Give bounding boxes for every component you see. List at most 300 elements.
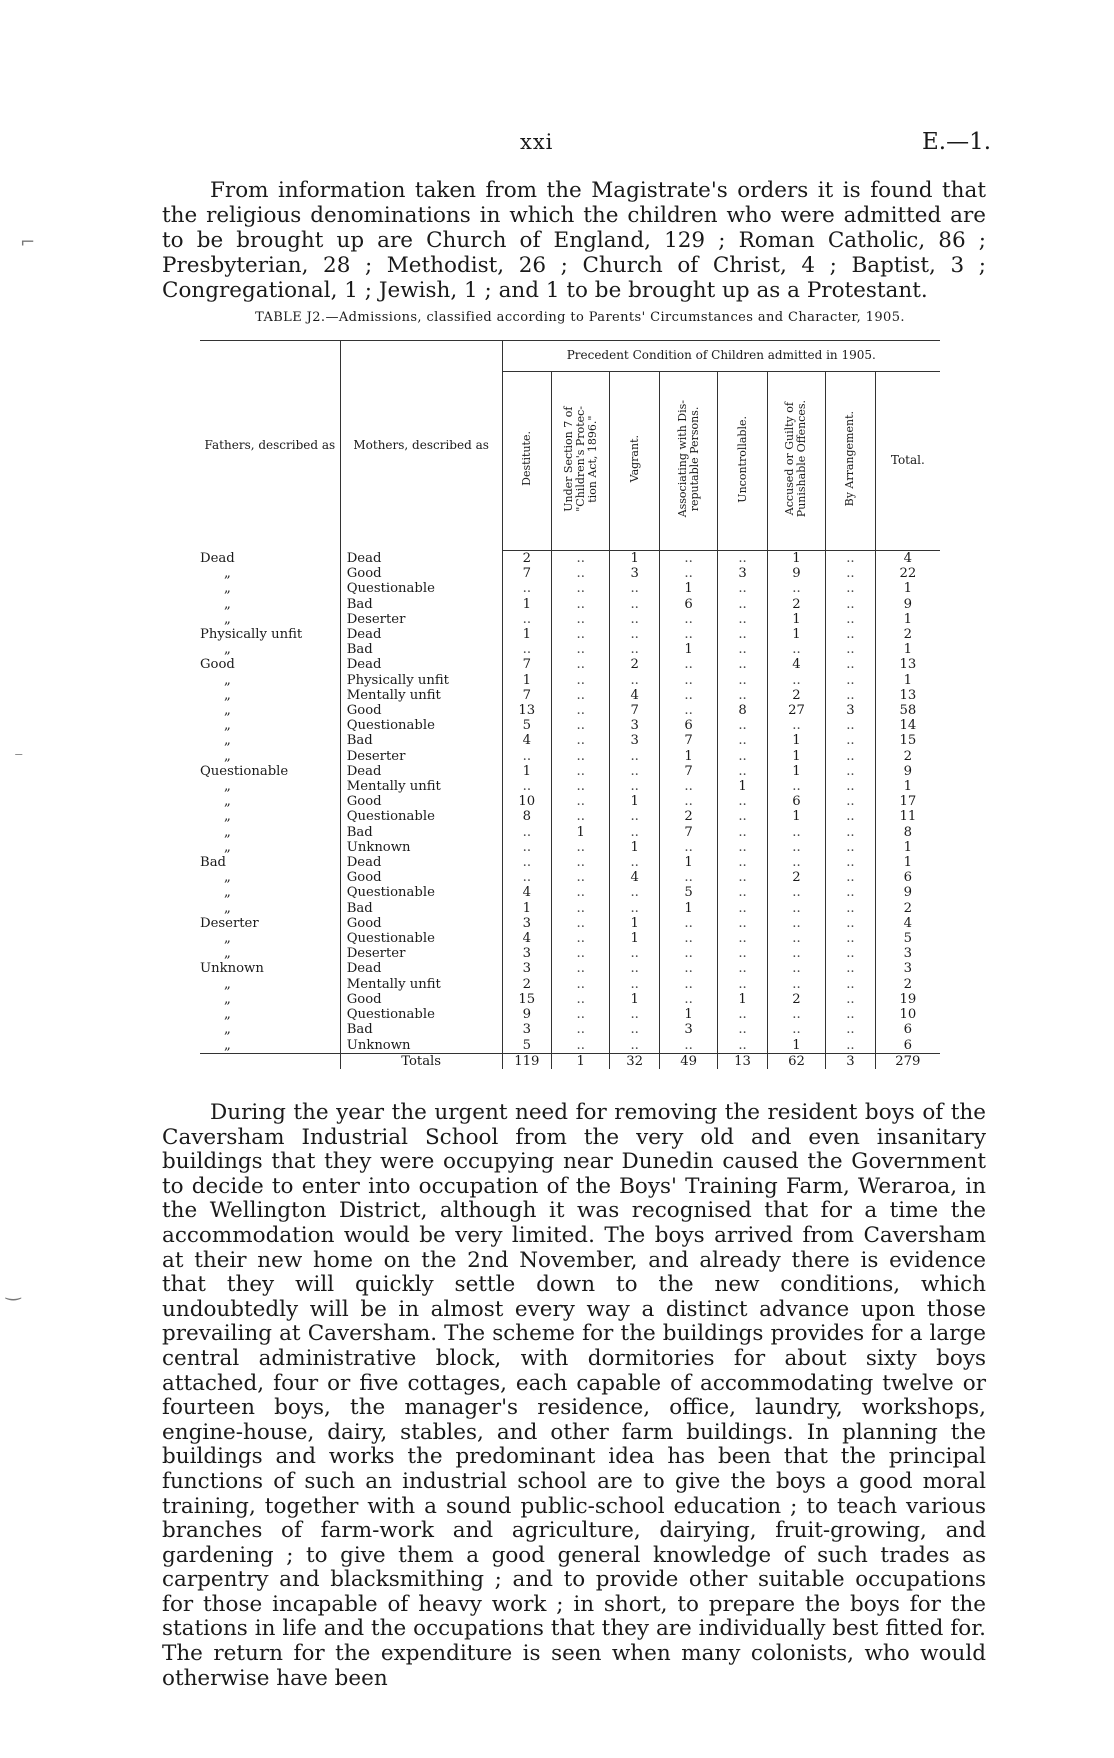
father-label: „ [224,839,231,855]
mother-label: Dead [346,763,382,779]
father-label: „ [224,748,231,764]
value-cell: .. [767,931,825,946]
value-cell: .. [552,566,610,581]
value-cell: .. [610,627,660,642]
father-cell [200,627,340,642]
value-cell: .. [659,688,717,703]
value-cell: .. [552,855,610,870]
margin-mark: ⁻ [14,748,24,769]
value-cell: 3 [718,566,768,581]
value-cell: .. [826,688,876,703]
table-row [200,688,940,703]
mother-label: Mentally unfit [346,687,441,703]
totals-spacer [200,1053,340,1069]
value-cell: .. [767,581,825,596]
value-cell: .. [718,749,768,764]
value-cell: .. [552,840,610,855]
value-cell: .. [767,961,825,976]
value-cell: .. [659,779,717,794]
row-total-cell: 5 [875,931,940,946]
value-cell: 4 [502,733,552,748]
row-total-cell: 19 [875,992,940,1007]
father-cell [200,885,340,900]
mother-label: Unknown [346,1037,411,1053]
value-cell: .. [718,961,768,976]
father-label: Deserter [200,915,259,931]
value-cell: .. [552,977,610,992]
father-label: „ [224,1007,231,1023]
table-row [200,703,940,718]
value-cell: .. [826,901,876,916]
mother-label: Bad [346,596,373,612]
father-label: „ [224,824,231,840]
value-cell: 1 [610,916,660,931]
father-cell [200,961,340,976]
row-total-cell: 4 [875,551,940,567]
total-value-cell: 3 [826,1053,876,1069]
table-row [200,597,940,612]
value-cell: .. [718,855,768,870]
table-row [200,840,940,855]
value-cell: .. [659,551,717,567]
col-header-condition [826,372,876,551]
value-cell: 1 [502,764,552,779]
value-cell: .. [718,718,768,733]
value-cell: 5 [502,1038,552,1054]
value-cell: .. [826,612,876,627]
mother-cell [340,733,502,748]
value-cell: 4 [767,657,825,672]
value-cell: 15 [502,992,552,1007]
value-cell: .. [826,855,876,870]
mother-cell [340,794,502,809]
col-header-condition-label: Uncontrollable. [735,415,749,503]
value-cell: .. [826,977,876,992]
father-label: „ [224,718,231,734]
father-cell [200,581,340,596]
col-header-condition [552,372,610,551]
mother-cell [340,885,502,900]
mother-cell [340,855,502,870]
value-cell: .. [502,870,552,885]
mother-label: Good [346,870,382,886]
col-group-header: Precedent Condition of Children admitted in 1905. [502,341,940,372]
table-row [200,794,940,809]
father-cell [200,901,340,916]
mother-cell [340,581,502,596]
value-cell: 1 [767,612,825,627]
row-total-cell: 1 [875,642,940,657]
father-cell [200,703,340,718]
father-label: „ [224,870,231,886]
col-header-fathers: Fathers, described as [200,341,340,551]
father-label: „ [224,900,231,916]
margin-mark: ⌐ [20,232,36,253]
mother-label: Deserter [346,611,406,627]
row-total-cell: 13 [875,688,940,703]
col-header-condition [659,372,717,551]
value-cell: 2 [659,809,717,824]
mother-cell [340,901,502,916]
value-cell: 1 [502,673,552,688]
father-label: Bad [200,855,226,871]
value-cell: .. [826,597,876,612]
row-total-cell: 2 [875,977,940,992]
value-cell: 2 [502,977,552,992]
col-header-condition-label: Destitute. [519,431,533,487]
father-cell [200,931,340,946]
value-cell: .. [718,673,768,688]
mother-label: Good [346,566,382,582]
value-cell: .. [718,1038,768,1054]
value-cell: 5 [659,885,717,900]
value-cell: .. [610,855,660,870]
value-cell: 1 [659,581,717,596]
father-label: „ [224,703,231,719]
table-row [200,946,940,961]
value-cell: .. [659,840,717,855]
value-cell: .. [610,581,660,596]
father-cell [200,749,340,764]
value-cell: .. [610,764,660,779]
value-cell: 9 [767,566,825,581]
mother-label: Bad [346,900,373,916]
table-row [200,1007,940,1022]
table-row [200,961,940,976]
table-row [200,870,940,885]
father-label: Questionable [200,763,289,779]
mother-cell [340,764,502,779]
value-cell: 1 [659,855,717,870]
table-row [200,855,940,870]
father-label: „ [224,946,231,962]
value-cell: 1 [718,992,768,1007]
value-cell: .. [767,916,825,931]
mother-label: Dead [346,627,382,643]
mother-label: Mentally unfit [346,779,441,795]
value-cell: .. [659,703,717,718]
row-total-cell: 4 [875,916,940,931]
value-cell: .. [718,825,768,840]
value-cell: 2 [767,688,825,703]
table-row [200,657,940,672]
value-cell: .. [552,916,610,931]
value-cell: .. [552,612,610,627]
value-cell: .. [659,673,717,688]
value-cell: .. [659,977,717,992]
father-cell [200,916,340,931]
col-header-condition-label: Accused or Guilty of Punishable Offences. [783,400,809,518]
value-cell: .. [659,1038,717,1054]
value-cell: 1 [502,627,552,642]
row-total-cell: 9 [875,885,940,900]
father-label: „ [224,596,231,612]
value-cell: .. [718,931,768,946]
row-total-cell: 6 [875,1038,940,1054]
value-cell: .. [502,855,552,870]
total-value-cell: 1 [552,1053,610,1069]
mother-label: Good [346,915,382,931]
mother-cell [340,1038,502,1054]
mother-label: Bad [346,642,373,658]
value-cell: .. [826,627,876,642]
margin-mark: ‿ [6,1280,21,1301]
table-row [200,627,940,642]
mother-cell [340,566,502,581]
father-cell [200,688,340,703]
father-cell [200,825,340,840]
intro-paragraph-text: From information taken from the Magistrate's orders it is found that the religious denominations in which the children who were admitted are to be brought up are Church of England, 129 ; Roman Catholic, 86 ; Presbyterian, 28 ; Methodist, 26 ; Church of Christ, 4 ; Baptist, 3 ; Congregational, 1 ; Jewish, 1 ; and 1 to be brought up as a Protestant. [162,178,986,303]
father-cell [200,718,340,733]
row-total-cell: 1 [875,581,940,596]
row-total-cell: 17 [875,794,940,809]
value-cell: 1 [659,642,717,657]
value-cell: 2 [502,551,552,567]
mother-label: Questionable [346,718,435,734]
value-cell: 27 [767,703,825,718]
value-cell: .. [552,794,610,809]
father-cell [200,764,340,779]
mother-label: Bad [346,824,373,840]
value-cell: .. [659,946,717,961]
mother-cell [340,870,502,885]
value-cell: .. [826,718,876,733]
value-cell: .. [826,642,876,657]
value-cell: .. [718,551,768,567]
value-cell: 2 [767,992,825,1007]
value-cell: .. [659,870,717,885]
father-cell [200,1038,340,1054]
col-header-condition [610,372,660,551]
value-cell: .. [610,1038,660,1054]
value-cell: .. [610,673,660,688]
row-total-cell: 22 [875,566,940,581]
value-cell: .. [552,809,610,824]
total-value-cell: 119 [502,1053,552,1069]
value-cell: .. [659,931,717,946]
value-cell: 1 [767,733,825,748]
col-header-condition-label: Vagrant. [627,435,641,483]
value-cell: .. [659,992,717,1007]
mother-cell [340,916,502,931]
value-cell: .. [826,992,876,1007]
row-total-cell: 6 [875,1022,940,1037]
value-cell: .. [659,961,717,976]
father-label: „ [224,566,231,582]
father-cell [200,809,340,824]
value-cell: .. [718,612,768,627]
value-cell: 3 [610,718,660,733]
table-row [200,977,940,992]
mother-cell [340,703,502,718]
table-caption: TABLE J2.—Admissions, classified according to Parents' Circumstances and Character, 1905. [255,310,905,325]
father-cell [200,566,340,581]
table-row [200,718,940,733]
value-cell: .. [552,673,610,688]
value-cell: 3 [659,1022,717,1037]
father-label: „ [224,642,231,658]
intro-paragraph [162,178,986,303]
father-cell [200,1022,340,1037]
value-cell: .. [718,794,768,809]
value-cell: .. [552,657,610,672]
value-cell: 8 [502,809,552,824]
value-cell: .. [502,840,552,855]
value-cell: 1 [552,825,610,840]
value-cell: .. [826,749,876,764]
value-cell: 3 [502,916,552,931]
father-label: „ [224,885,231,901]
table-row [200,916,940,931]
table-row [200,581,940,596]
value-cell: .. [767,718,825,733]
value-cell: .. [502,642,552,657]
value-cell: .. [718,840,768,855]
father-label: „ [224,991,231,1007]
value-cell: 9 [502,1007,552,1022]
row-total-cell: 2 [875,749,940,764]
value-cell: .. [552,961,610,976]
document-reference: E.—1. [922,129,992,155]
father-label: „ [224,976,231,992]
father-cell [200,855,340,870]
value-cell: 7 [502,688,552,703]
value-cell: .. [552,764,610,779]
mother-label: Deserter [346,748,406,764]
row-total-cell: 6 [875,870,940,885]
father-cell [200,642,340,657]
father-cell [200,992,340,1007]
value-cell: 7 [502,657,552,672]
totals-label: Totals [340,1053,502,1069]
value-cell: 7 [502,566,552,581]
value-cell: 1 [610,931,660,946]
value-cell: .. [610,749,660,764]
father-label: Unknown [200,961,264,977]
row-total-cell: 10 [875,1007,940,1022]
table-row [200,673,940,688]
mother-label: Questionable [346,581,435,597]
father-label: „ [224,794,231,810]
value-cell: .. [718,901,768,916]
father-label: „ [224,611,231,627]
mother-cell [340,612,502,627]
value-cell: .. [767,673,825,688]
value-cell: .. [552,642,610,657]
value-cell: 1 [502,901,552,916]
value-cell: 13 [502,703,552,718]
value-cell: .. [826,840,876,855]
mother-cell [340,992,502,1007]
value-cell: .. [826,566,876,581]
value-cell: .. [826,916,876,931]
table-row [200,566,940,581]
col-header-total: Total. [875,372,940,551]
value-cell: .. [552,718,610,733]
value-cell: .. [826,733,876,748]
father-label: „ [224,809,231,825]
father-label: „ [224,779,231,795]
value-cell: 1 [767,749,825,764]
row-total-cell: 1 [875,855,940,870]
table-row [200,642,940,657]
father-cell [200,673,340,688]
value-cell: .. [552,627,610,642]
value-cell: .. [718,870,768,885]
table-row [200,749,940,764]
row-total-cell: 1 [875,673,940,688]
value-cell: .. [826,931,876,946]
value-cell: .. [659,916,717,931]
father-label: „ [224,1037,231,1053]
value-cell: 4 [502,931,552,946]
mother-label: Dead [346,855,382,871]
row-total-cell: 13 [875,657,940,672]
value-cell: .. [718,916,768,931]
value-cell: .. [826,657,876,672]
col-header-condition-label: By Arrangement. [843,411,857,507]
value-cell: 1 [767,627,825,642]
value-cell: 7 [610,703,660,718]
value-cell: .. [552,779,610,794]
father-label: Good [200,657,235,673]
mother-label: Bad [346,733,373,749]
value-cell: .. [718,885,768,900]
value-cell: 7 [659,825,717,840]
value-cell: .. [552,703,610,718]
value-cell: 6 [767,794,825,809]
mother-label: Dead [346,657,382,673]
value-cell: .. [767,825,825,840]
row-total-cell: 9 [875,597,940,612]
value-cell: 1 [718,779,768,794]
value-cell: 3 [610,566,660,581]
father-label: Dead [200,550,235,566]
mother-cell [340,840,502,855]
col-header-condition-label: Associating with Dis- reputable Persons. [675,400,701,518]
col-header-mothers: Mothers, described as [340,341,502,551]
value-cell: 3 [826,703,876,718]
value-cell: 1 [659,1007,717,1022]
value-cell: .. [552,901,610,916]
col-header-condition [767,372,825,551]
value-cell: .. [610,1022,660,1037]
mother-label: Physically unfit [346,672,449,688]
value-cell: .. [659,657,717,672]
value-cell: .. [718,809,768,824]
row-total-cell: 14 [875,718,940,733]
value-cell: 1 [659,749,717,764]
value-cell: 1 [767,1038,825,1054]
total-value-cell: 49 [659,1053,717,1069]
value-cell: .. [552,749,610,764]
value-cell: .. [826,885,876,900]
mother-label: Good [346,703,382,719]
value-cell: .. [718,733,768,748]
father-cell [200,840,340,855]
mother-cell [340,673,502,688]
value-cell: 6 [659,597,717,612]
total-value-cell: 62 [767,1053,825,1069]
mother-label: Questionable [346,931,435,947]
mother-cell [340,961,502,976]
value-cell: .. [826,961,876,976]
value-cell: .. [826,581,876,596]
mother-cell [340,809,502,824]
value-cell: 1 [767,551,825,567]
value-cell: .. [767,1022,825,1037]
value-cell: .. [718,581,768,596]
